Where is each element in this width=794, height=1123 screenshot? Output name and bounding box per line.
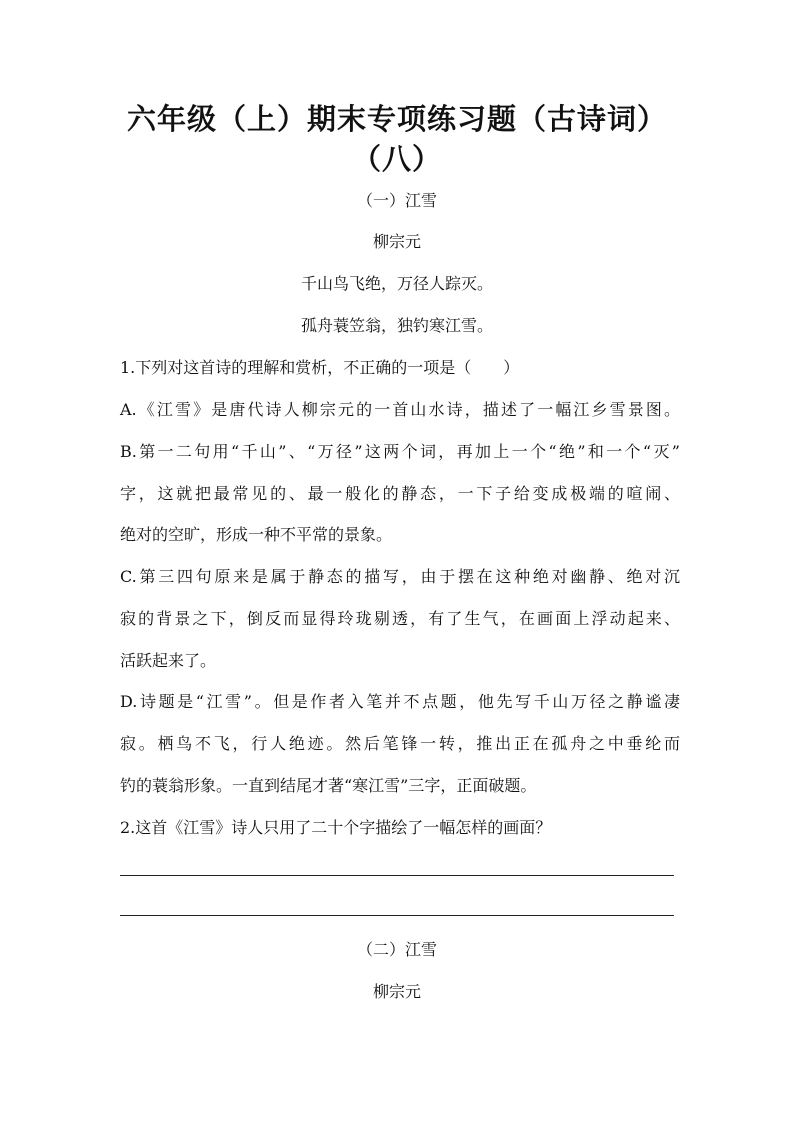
question1-option-d-line3: 钓的蓑翁形象。一直到结尾才著“寒江雪”三字，正面破题。 xyxy=(120,776,537,795)
question1-option-d-line2: 寂。栖鸟不飞，行人绝迹。然后笔锋一转，推出正在孤舟之中垂纶而 xyxy=(120,734,680,753)
question1-option-a: A.《江雪》是唐代诗人柳宗元的一首山水诗，描述了一幅江乡雪景图。 xyxy=(120,400,680,419)
section1-poem-line2: 孤舟蓑笠翁，独钓寒江雪。 xyxy=(300,316,493,335)
question1-option-c-line2: 寂的背景之下，倒反而显得玲珑剔透，有了生气，在画面上浮动起来、 xyxy=(120,609,680,628)
answer-line-1[interactable] xyxy=(120,875,674,876)
page-subtitle: （八） xyxy=(351,142,442,176)
answer-line-2[interactable] xyxy=(120,915,674,916)
question2-stem: 2.这首《江雪》诗人只用了二十个字描绘了一幅怎样的画面？ xyxy=(120,818,552,837)
question1-option-c-line1: C.第三四句原来是属于静态的描写，由于摆在这种绝对幽静、绝对沉 xyxy=(120,567,680,586)
page-title: 六年级（上）期末专项练习题（古诗词） xyxy=(126,102,667,136)
question1-option-c-line3: 活跃起来了。 xyxy=(120,651,217,670)
section1-author: 柳宗元 xyxy=(372,232,421,251)
section2-heading: （二）江雪 xyxy=(356,940,437,959)
question1-option-b-line3: 绝对的空旷，形成一种不平常的景象。 xyxy=(120,525,393,544)
question1-option-b-line2: 字，这就把最常见的、最一般化的静态，一下子给变成极端的喧闹、 xyxy=(120,484,680,503)
question1-stem: 1.下列对这首诗的理解和赏析，不正确的一项是（ ） xyxy=(120,358,520,377)
section1-poem-line1: 千山鸟飞绝，万径人踪灭。 xyxy=(300,274,493,293)
question1-option-b-line1: B.第一二句用“千山”、“万径”这两个词，再加上一个“绝”和一个“灭” xyxy=(120,442,680,461)
section2-author: 柳宗元 xyxy=(372,982,421,1001)
question1-option-d-line1: D.诗题是“江雪”。但是作者入笔并不点题，他先写千山万径之静谧凄 xyxy=(120,692,680,711)
section1-heading: （一）江雪 xyxy=(356,191,437,210)
